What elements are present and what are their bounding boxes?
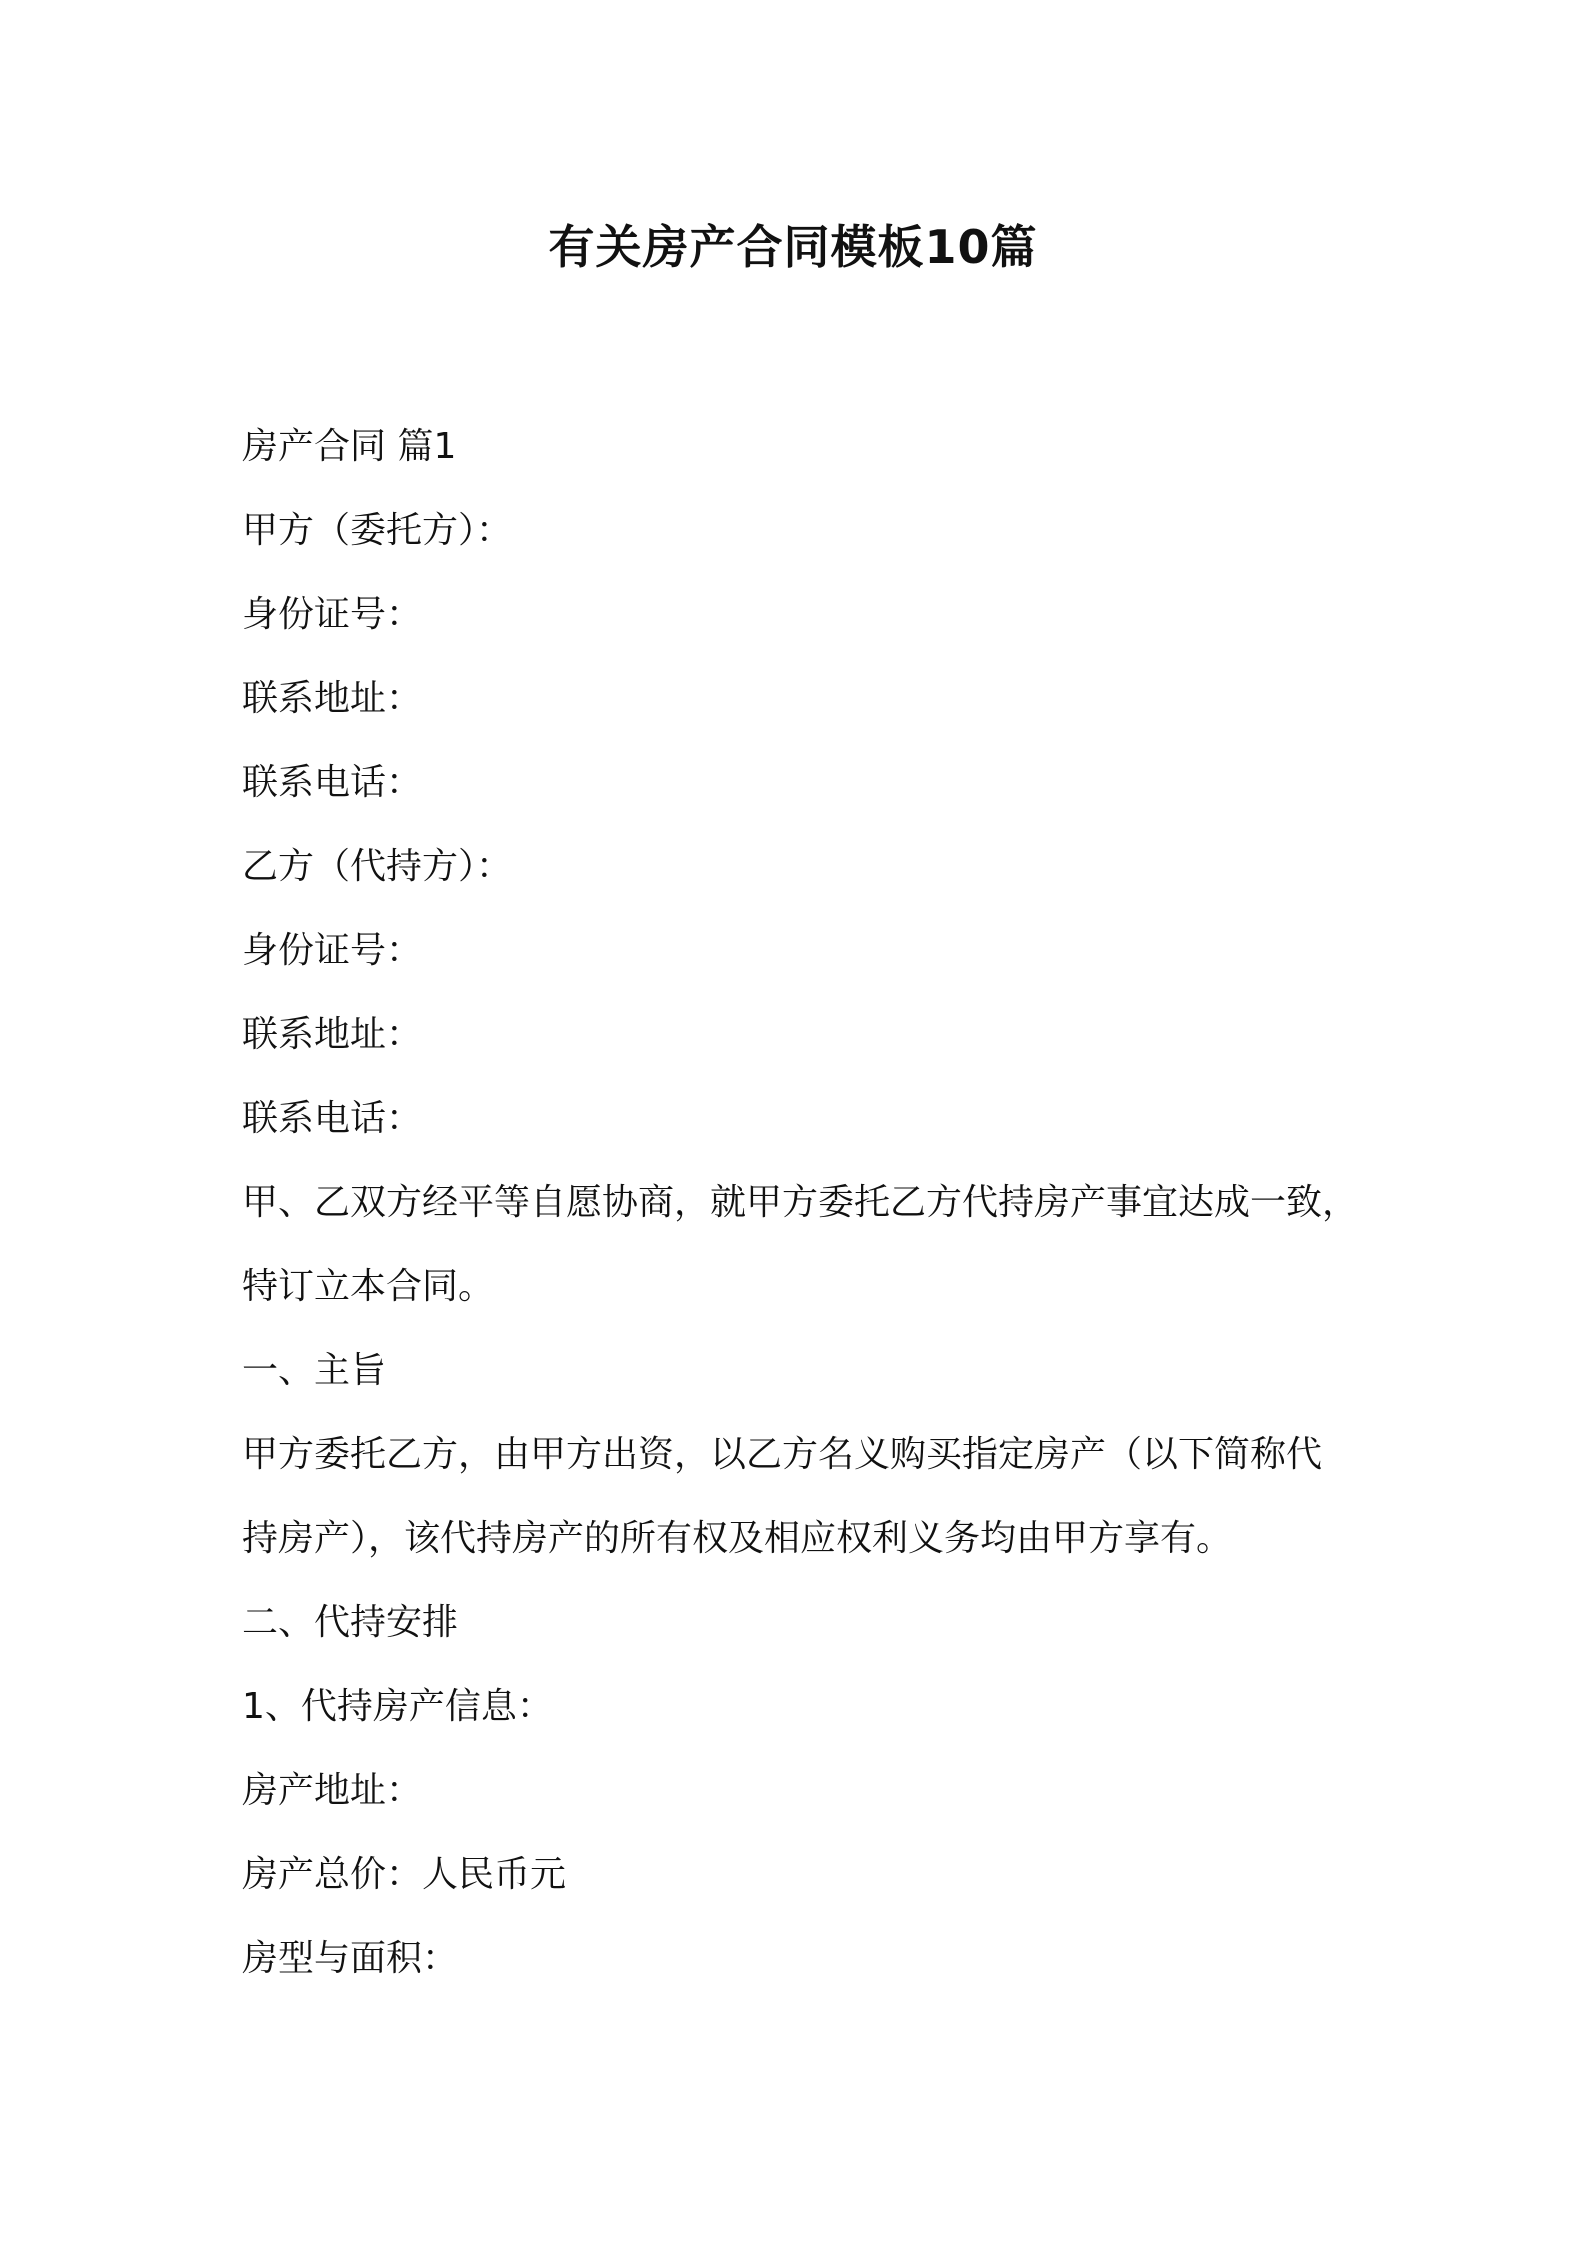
property-address-label: 房产地址： xyxy=(242,1770,423,1811)
party-a-phone-label: 联系电话： xyxy=(242,762,423,803)
party-a-address-label: 联系地址： xyxy=(242,678,423,719)
article-1-heading: 一、主旨 xyxy=(242,1350,387,1391)
party-a-label: 甲方（委托方）： xyxy=(242,510,513,551)
party-b-phone-label: 联系电话： xyxy=(242,1098,423,1139)
property-info-heading: 1、代持房产信息： xyxy=(242,1686,553,1727)
party-b-id-label: 身份证号： xyxy=(242,930,423,971)
party-a-id-label: 身份证号： xyxy=(242,594,423,635)
document-title: 有关房产合同模板10篇 xyxy=(548,220,1038,274)
party-b-address-label: 联系地址： xyxy=(242,1014,423,1055)
article-1-text-line-2: 持房产），该代持房产的所有权及相应权利义务均由甲方享有。 xyxy=(242,1518,1233,1559)
property-type-area-label: 房型与面积： xyxy=(242,1938,459,1979)
article-2-heading: 二、代持安排 xyxy=(242,1602,459,1643)
article-1-text-line-1: 甲方委托乙方，由甲方出资，以乙方名义购买指定房产（以下简称代 xyxy=(242,1434,1323,1475)
document-body xyxy=(242,405,1362,2001)
preamble-line-1: 甲、乙双方经平等自愿协商，就甲方委托乙方代持房产事宜达成一致， xyxy=(242,1182,1359,1223)
party-b-label: 乙方（代持方）： xyxy=(242,846,513,887)
property-price-label: 房产总价：人民币元 xyxy=(242,1854,567,1895)
section-heading: 房产合同 篇1 xyxy=(242,426,457,467)
preamble-line-2: 特订立本合同。 xyxy=(242,1266,495,1307)
